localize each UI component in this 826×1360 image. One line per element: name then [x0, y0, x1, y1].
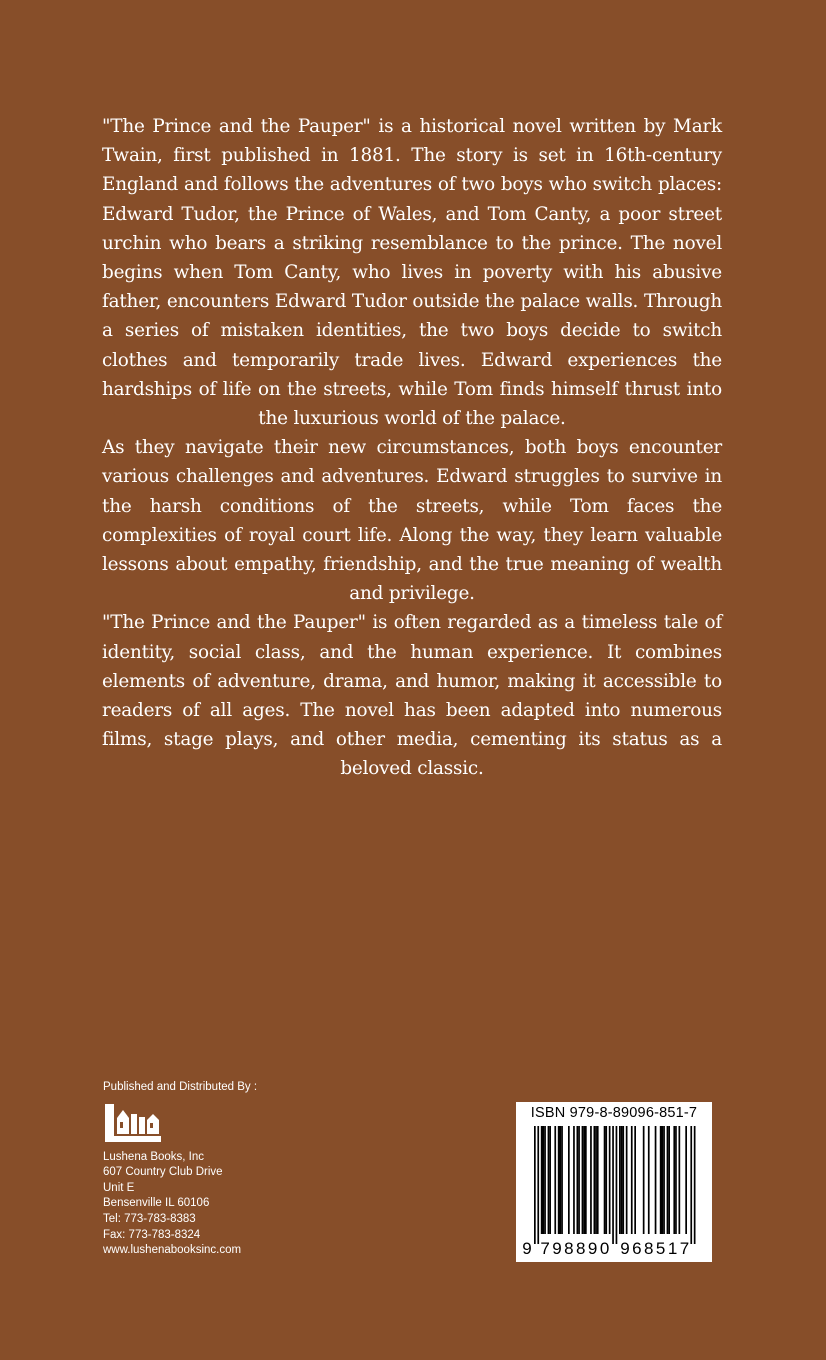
barcode-digit: 0: [599, 1239, 610, 1258]
publisher-heading: Published and Distributed By :: [103, 1081, 258, 1093]
barcode-bar: [662, 1126, 664, 1234]
barcode-bar: [573, 1126, 575, 1234]
barcode-bar: [609, 1126, 611, 1234]
publisher-address-line1: 607 Country Club Drive: [103, 1166, 223, 1179]
barcode-digit: 9: [522, 1239, 532, 1258]
barcode-digit: 5: [655, 1239, 666, 1258]
barcode-digit: 9: [587, 1239, 598, 1258]
barcode-digit: 9: [552, 1239, 562, 1258]
barcode-bar: [568, 1126, 570, 1234]
barcode-bar: [582, 1126, 584, 1234]
barcode-bar: [663, 1126, 665, 1234]
barcode-bar: [679, 1126, 681, 1234]
barcode-bar: [560, 1126, 562, 1234]
blurb-paragraph: "The Prince and the Pauper" is often regarded as a timeless tale of identity, social class, and the human experience. It combines elements of adventure, drama, and humor, making it accessible to readers of all ages. The novel has been adapted into numerous films, stage plays, and other media, cementing its status as a beloved classic.: [102, 612, 722, 780]
barcode-bar: [668, 1126, 670, 1234]
barcode-bar: [537, 1126, 539, 1244]
barcode-bar: [655, 1126, 657, 1234]
barcode-bar: [558, 1126, 560, 1234]
barcode-bar: [585, 1126, 587, 1234]
barcode-bar: [648, 1126, 650, 1234]
blurb-paragraph: As they navigate their new circumstances, both boys encounter various challenges and adventures. Edward struggles to survive in the harsh conditions of the streets, while Tom faces the complexities of royal court life. Along the way, they learn valuable lessons about empathy, friendship, and the true meaning of wealth and privilege.: [102, 437, 722, 605]
barcode-bar: [631, 1126, 633, 1234]
barcode-bar: [561, 1126, 563, 1234]
barcode-bar: [605, 1126, 607, 1234]
publisher-fax: Fax: 773-783-8324: [103, 1228, 201, 1241]
barcode-bar: [660, 1126, 662, 1234]
barcode-bar: [612, 1126, 614, 1244]
publisher-tel: Tel: 773-783-8383: [103, 1212, 196, 1225]
barcode-bar: [541, 1126, 543, 1234]
barcode-bar: [621, 1126, 623, 1234]
barcode-bar: [643, 1126, 645, 1234]
barcode-icon: [520, 1124, 708, 1260]
barcode-bar: [543, 1126, 545, 1234]
barcode-digit: 8: [576, 1239, 586, 1258]
barcode-bar: [619, 1126, 621, 1234]
barcode-bar: [675, 1126, 677, 1234]
barcode-bar: [690, 1126, 692, 1244]
barcode-bar: [554, 1126, 556, 1234]
lushena-books-logo-icon: [105, 1104, 165, 1144]
barcode-bar: [626, 1126, 628, 1234]
publisher-info: [103, 1080, 363, 1259]
barcode-bar: [616, 1126, 618, 1244]
barcode-bar: [667, 1126, 669, 1234]
barcode-bar: [590, 1126, 592, 1234]
barcode-bar: [534, 1126, 536, 1244]
isbn-barcode: [516, 1102, 712, 1262]
barcode-digit: 9: [620, 1239, 630, 1258]
barcode-bar: [594, 1126, 596, 1234]
barcode-digit: 1: [667, 1239, 678, 1258]
barcode-digit: 8: [564, 1239, 574, 1258]
barcode-digit: 7: [540, 1239, 550, 1258]
barcode-bar: [622, 1126, 624, 1234]
barcode-bar: [548, 1126, 550, 1234]
barcode-bar: [597, 1126, 599, 1234]
barcode-digit: 7: [679, 1239, 690, 1258]
barcode-bar: [578, 1126, 580, 1234]
barcode-bar: [544, 1126, 546, 1234]
publisher-city: Bensenville IL 60106: [103, 1197, 210, 1210]
barcode-bar: [549, 1126, 551, 1234]
publisher-website: www.lushenabooksinc.com: [103, 1244, 242, 1257]
barcode-bar: [634, 1126, 636, 1234]
barcode-digit: 6: [632, 1239, 642, 1258]
barcode-bar: [685, 1126, 687, 1234]
barcode-bar: [595, 1126, 597, 1234]
isbn-label: ISBN 979-8-89096-851-7: [530, 1105, 698, 1121]
barcode-bar: [694, 1126, 696, 1244]
blurb-paragraph: "The Prince and the Pauper" is a historical novel written by Mark Twain, first published in 1881. The story is set in 16th-century England and follows the adventures of two boys who switch places: Edward Tudor, the Prince of Wales, and Tom Canty, a poor street urchin who bears a striking resemblance to the prince. The novel begins when Tom Canty, who lives in poverty with his abusive father, encounters Edward Tudor outside the palace walls. Through a series of mistaken identities, the two boys decide to switch clothes and temporarily trade lives. Edward experiences the hardships of life on the streets, while Tom finds himself thrust into the luxurious world of the palace.: [102, 116, 722, 430]
publisher-name: Lushena Books, Inc: [103, 1150, 205, 1163]
barcode-bar: [577, 1126, 579, 1234]
barcode-digit: 8: [644, 1239, 654, 1258]
barcode-bar: [583, 1126, 585, 1234]
publisher-address-line2: Unit E: [103, 1181, 135, 1194]
barcode-bar: [673, 1126, 675, 1234]
book-blurb: [102, 112, 722, 784]
barcode-bar: [604, 1126, 606, 1234]
